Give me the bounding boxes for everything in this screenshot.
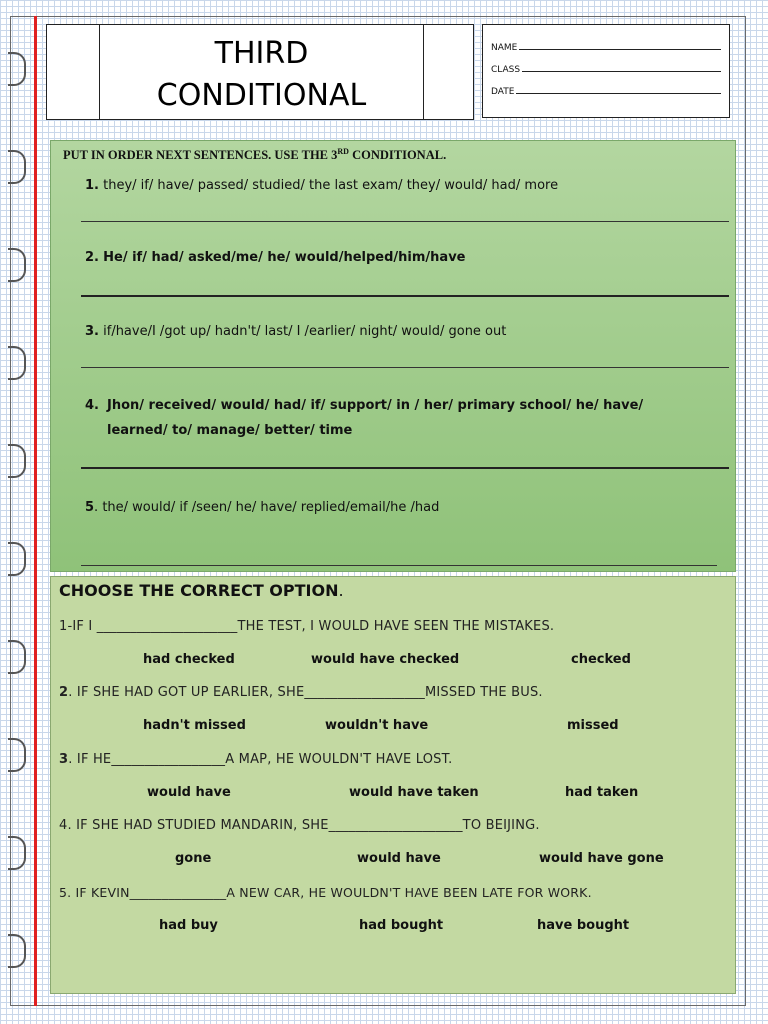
option-gone[interactable]: gone: [175, 851, 212, 866]
answer-line-1[interactable]: [81, 221, 729, 222]
reorder-item-3: [85, 319, 506, 344]
student-info-box: [482, 24, 730, 118]
page-title: [100, 33, 423, 117]
option-checked[interactable]: checked: [571, 652, 631, 667]
instruction-text-end: CONDITIONAL.: [348, 148, 447, 163]
answer-line-3[interactable]: [81, 367, 729, 368]
option-had-checked[interactable]: had checked: [143, 652, 235, 667]
answer-line-4[interactable]: [81, 467, 729, 469]
item-number: 3.: [85, 324, 99, 339]
question-text: 1-IF I _____________________THE TEST, I WOULD HAVE SEEN THE MISTAKES.: [59, 619, 555, 634]
class-label: CLASS: [491, 65, 521, 75]
option-would-have-gone[interactable]: would have gone: [539, 851, 664, 866]
date-label: DATE: [491, 87, 515, 97]
binder-ring: [8, 542, 26, 576]
date-line[interactable]: [516, 93, 721, 94]
mc-question-2: [59, 685, 543, 700]
binder-ring: [8, 150, 26, 184]
reorder-item-5: [85, 495, 439, 520]
binder-ring: [8, 640, 26, 674]
binder-ring: [8, 248, 26, 282]
binder-ring: [8, 934, 26, 968]
reorder-item-1: [85, 173, 558, 198]
option-would-have-taken[interactable]: would have taken: [349, 785, 479, 800]
option-had-taken[interactable]: had taken: [565, 785, 639, 800]
item-text: the/ would/ if /seen/ he/ have/ replied/email/he /had: [102, 500, 440, 515]
question-text: . IF HE_________________A MAP, HE WOULDN'T HAVE LOST.: [68, 752, 453, 767]
name-line[interactable]: [519, 49, 721, 50]
instruction-sup: RD: [337, 147, 349, 156]
heading-text: CHOOSE THE CORRECT OPTION: [59, 581, 339, 600]
class-field[interactable]: [491, 53, 721, 75]
title-divider: [423, 25, 424, 119]
mc-question-5: [59, 885, 592, 900]
date-field[interactable]: [491, 75, 721, 97]
question-number: 3: [59, 752, 69, 767]
item-number: 2.: [85, 250, 99, 265]
mc-question-4: [59, 818, 540, 833]
title-line-2: CONDITIONAL: [156, 78, 367, 113]
name-label: NAME: [491, 43, 518, 53]
reorder-item-2: [85, 245, 465, 270]
name-field[interactable]: [491, 31, 721, 53]
option-had-buy[interactable]: had buy: [159, 918, 218, 933]
title-box: [46, 24, 474, 120]
item-number: 1.: [85, 178, 99, 193]
option-would-have[interactable]: would have: [357, 851, 441, 866]
mc-question-1: [59, 619, 554, 634]
item-text: they/ if/ have/ passed/ studied/ the last exam/ they/ would/ had/ more: [103, 178, 559, 193]
answer-line-2[interactable]: [81, 295, 729, 297]
reorder-item-4: [85, 393, 685, 443]
question-text: 5. IF KEVIN_______________A NEW CAR, HE WOULDN'T HAVE BEEN LATE FOR WORK.: [59, 885, 592, 900]
binder-ring: [8, 346, 26, 380]
section2-heading: [59, 581, 344, 600]
option-would-have[interactable]: would have: [147, 785, 231, 800]
instruction-text: PUT IN ORDER NEXT SENTENCES. USE THE 3: [63, 148, 338, 163]
question-number: 2: [59, 685, 69, 700]
heading-dot: .: [338, 581, 344, 600]
item-text: if/have/I /got up/ hadn't/ last/ I /earlier/ night/ would/ gone out: [103, 324, 507, 339]
answer-line-5[interactable]: [81, 565, 717, 566]
option-have-bought[interactable]: have bought: [537, 918, 630, 933]
mc-question-3: [59, 752, 453, 767]
option-missed[interactable]: missed: [567, 718, 619, 733]
question-text: . IF SHE HAD GOT UP EARLIER, SHE__________________MISSED THE BUS.: [68, 685, 543, 700]
red-margin-line: [34, 16, 37, 1006]
binder-ring: [8, 444, 26, 478]
question-text: 4. IF SHE HAD STUDIED MANDARIN, SHE____________________TO BEIJING.: [59, 818, 540, 833]
option-hadnt-missed[interactable]: hadn't missed: [143, 718, 246, 733]
option-wouldnt-have[interactable]: wouldn't have: [325, 718, 429, 733]
section1-instruction: [63, 147, 446, 163]
option-would-have-checked[interactable]: would have checked: [311, 652, 460, 667]
item-number: 5: [85, 500, 95, 515]
multiple-choice-section: [50, 576, 736, 994]
item-text: He/ if/ had/ asked/me/ he/ would/helped/him/have: [103, 250, 466, 265]
class-line[interactable]: [522, 71, 721, 72]
title-line-1: THIRD: [214, 36, 309, 71]
binder-ring: [8, 52, 26, 86]
item-number: 4.: [85, 398, 99, 413]
item-text: Jhon/ received/ would/ had/ if/ support/ in / her/ primary school/ he/ have/ learned/ to/ manage/ better/ time: [107, 398, 644, 438]
binder-ring: [8, 836, 26, 870]
item-dot: .: [94, 500, 99, 515]
binder-ring: [8, 738, 26, 772]
option-had-bought[interactable]: had bought: [359, 918, 444, 933]
reorder-section: [50, 140, 736, 572]
